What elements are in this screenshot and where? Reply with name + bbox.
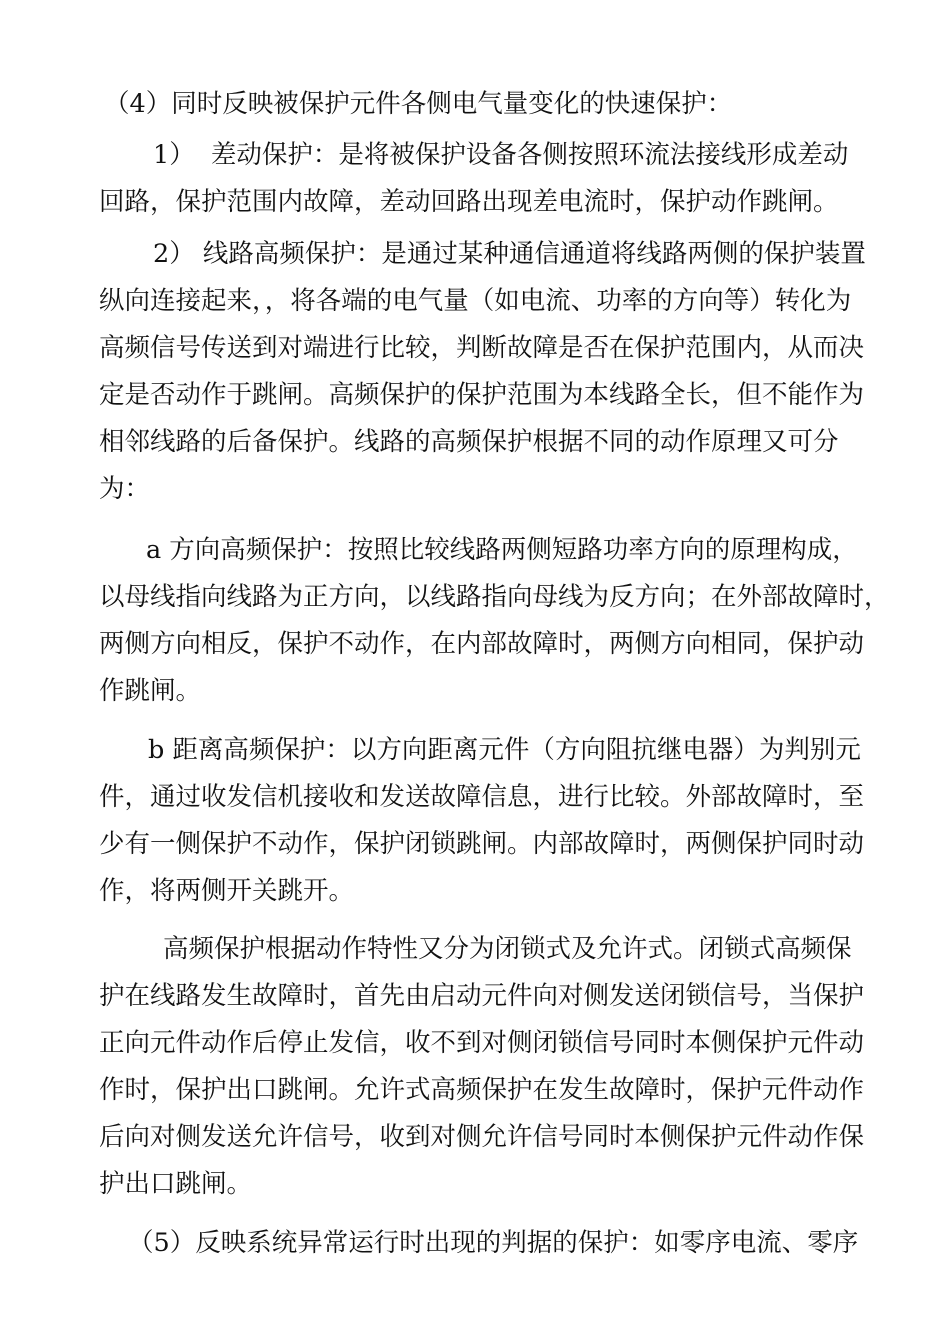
distance-protection-line-2: 件，通过收发信机接收和发送故障信息，进行比较。外部故障时，至 (99, 782, 865, 812)
directional-protection-line-3: 两侧方向相反，保护不动作，在内部故障时，两侧方向相同，保护动 (99, 629, 865, 659)
blocking-permissive-line-6: 护出口跳闸。 (99, 1169, 253, 1199)
differential-protection-line-2: 回路，保护范围内故障，差动回路出现差电流时，保护动作跳闸。 (99, 187, 839, 217)
line-high-frequency-protection-line-1: 2） 线路高频保护：是通过某种通信通道将线路两侧的保护装置 (153, 239, 866, 269)
line-high-frequency-protection-line-4: 定是否动作于跳闸。高频保护的保护范围为本线路全长，但不能作为 (99, 380, 865, 410)
blocking-permissive-line-5: 后向对侧发送允许信号，收到对侧允许信号同时本侧保护元件动作保 (99, 1122, 865, 1152)
directional-protection-line-4: 作跳闸。 (99, 676, 202, 706)
differential-protection-line-1: 1） 差动保护：是将被保护设备各侧按照环流法接线形成差动 (153, 140, 849, 170)
blocking-permissive-line-3: 正向元件动作后停止发信，收不到对侧闭锁信号同时本侧保护元件动 (99, 1028, 865, 1058)
distance-protection-line-4: 作，将两侧开关跳开。 (99, 876, 355, 906)
blocking-permissive-line-4: 作时，保护出口跳闸。允许式高频保护在发生故障时，保护元件动作 (99, 1075, 865, 1105)
distance-protection-line-3: 少有一侧保护不动作，保护闭锁跳闸。内部故障时，两侧保护同时动 (99, 829, 865, 859)
paragraph-4-heading: （4）同时反映被保护元件各侧电气量变化的快速保护： (104, 89, 733, 119)
paragraph-5-heading: （5）反映系统异常运行时出现的判据的保护：如零序电流、零序 (128, 1228, 859, 1258)
blocking-permissive-line-2: 护在线路发生故障时，首先由启动元件向对侧发送闭锁信号，当保护 (99, 981, 865, 1011)
line-high-frequency-protection-line-6: 为： (99, 474, 151, 504)
blocking-permissive-line-1: 高频保护根据动作特性又分为闭锁式及允许式。闭锁式高频保 (163, 934, 852, 964)
line-high-frequency-protection-line-5: 相邻线路的后备保护。线路的高频保护根据不同的动作原理又可分 (99, 427, 839, 457)
directional-protection-line-1: a 方向高频保护：按照比较线路两侧短路功率方向的原理构成， (146, 535, 858, 565)
distance-protection-line-1: b 距离高频保护：以方向距离元件（方向阻抗继电器）为判别元 (148, 735, 861, 765)
directional-protection-line-2: 以母线指向线路为正方向，以线路指向母线为反方向；在外部故障时， (99, 582, 890, 612)
line-high-frequency-protection-line-2: 纵向连接起来，，将各端的电气量（如电流、功率的方向等）转化为 (99, 286, 852, 316)
line-high-frequency-protection-line-3: 高频信号传送到对端进行比较，判断故障是否在保护范围内，从而决 (99, 333, 865, 363)
